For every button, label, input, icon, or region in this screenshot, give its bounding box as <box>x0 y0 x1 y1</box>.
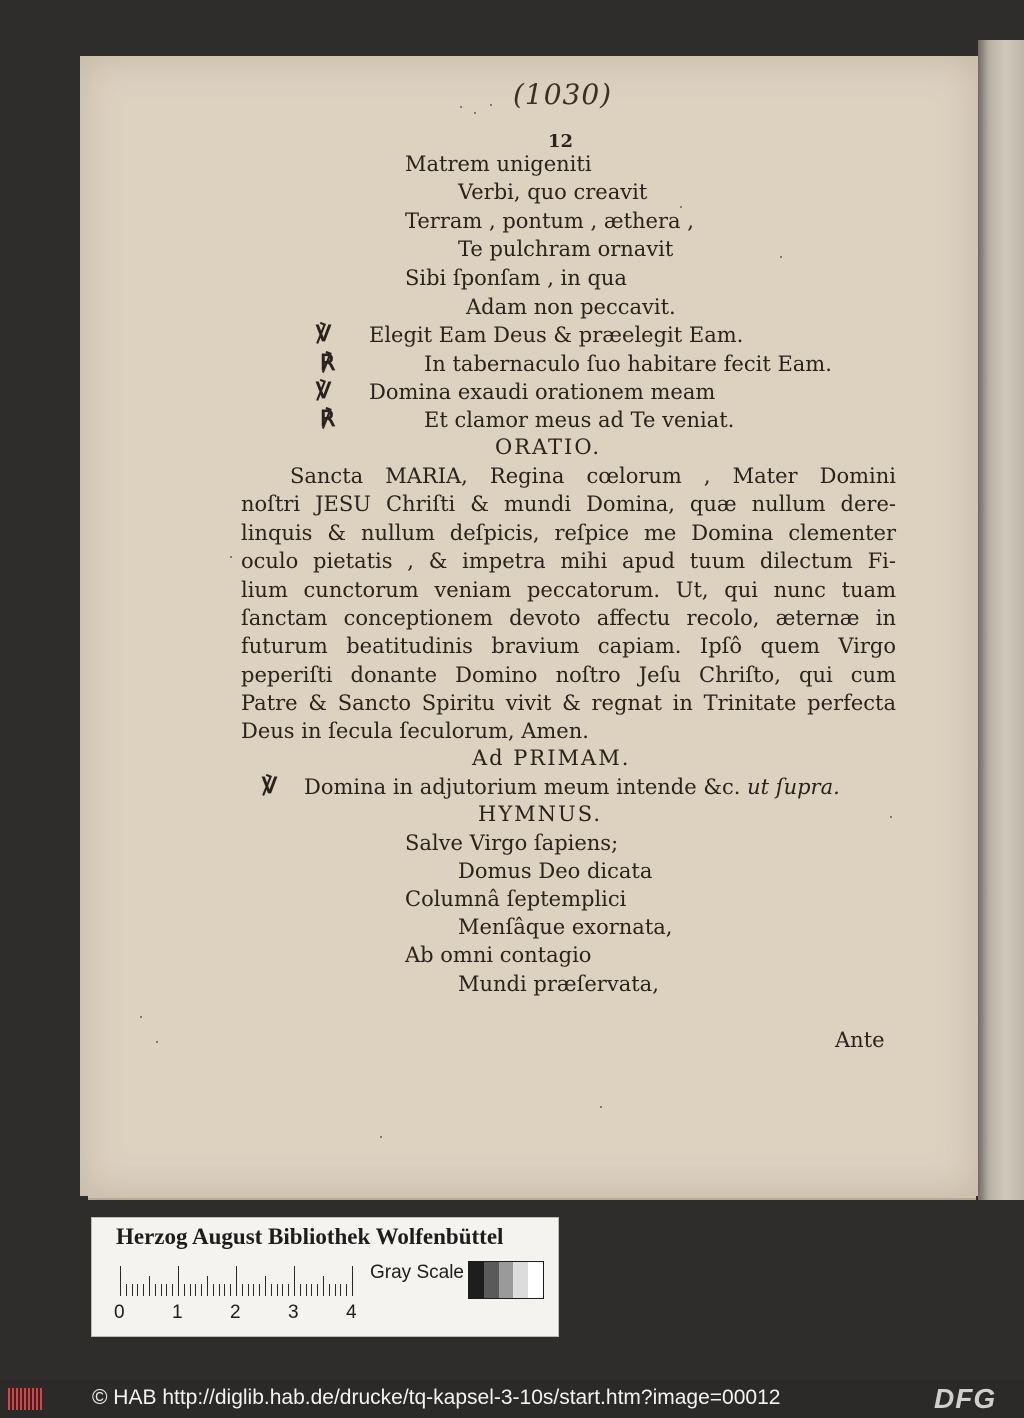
hymn1-line: Terram , pontum , æthera , <box>405 209 694 233</box>
gray-swatch <box>513 1262 528 1298</box>
catchword: Ante <box>835 1028 885 1052</box>
gray-scale-strip <box>468 1261 544 1299</box>
hymn2-line: Mundi præſervata, <box>458 972 659 996</box>
ruler-number: 3 <box>288 1302 299 1323</box>
ruler-tick <box>155 1284 156 1296</box>
response-text: In tabernaculo ſuo habitare fecit Eam. <box>424 352 832 376</box>
ruler-tick <box>242 1284 243 1296</box>
ruler-tick <box>323 1276 324 1296</box>
ruler-tick <box>306 1284 307 1296</box>
ruler-tick <box>346 1284 347 1296</box>
response-symbol: ℟ <box>320 350 336 376</box>
versicle-symbol: ℣ <box>316 321 332 347</box>
ad-primam-heading: Ad PRIMAM. <box>472 746 631 770</box>
oratio-line: Patre & Sancto Spiritu vivit & regnat in Trinitate perfecta <box>241 691 896 715</box>
gray-swatch <box>484 1262 499 1298</box>
versicle-symbol: ℣ <box>262 773 278 799</box>
handwritten-catalog-note: (1030) <box>513 78 613 111</box>
hymn1-line: Matrem unigeniti <box>405 152 592 176</box>
barcode-bar <box>36 1388 38 1410</box>
barcode-bar <box>8 1388 10 1410</box>
ruler-tick <box>178 1266 179 1296</box>
barcode-bar <box>32 1388 34 1410</box>
ruler-tick <box>352 1266 353 1296</box>
ruler-tick <box>219 1284 220 1296</box>
gray-swatch <box>499 1262 514 1298</box>
versicle-primam-text: Domina in adjutorium meum intende &c. <box>304 775 741 799</box>
ruler-tick <box>236 1266 237 1296</box>
barcode-logo-icon <box>8 1388 48 1410</box>
ruler-number: 1 <box>172 1302 183 1323</box>
barcode-bar <box>16 1388 18 1410</box>
barcode-bar <box>12 1388 14 1410</box>
ruler-tick <box>271 1284 272 1296</box>
ruler-number: 0 <box>114 1302 125 1323</box>
ruler-tick <box>190 1284 191 1296</box>
oratio-line: linquis & nullum deſpicis, reſpice me Domina clementer <box>241 521 896 545</box>
ruler-tick <box>201 1284 202 1296</box>
hymn1-line: Te pulchram ornavit <box>458 237 674 261</box>
color-calibration-card <box>92 1218 558 1336</box>
versicle-text: Elegit Eam Deus & præelegit Eam. <box>369 323 744 347</box>
ruler-number: 2 <box>230 1302 241 1323</box>
ruler-tick <box>329 1284 330 1296</box>
ruler-tick <box>207 1276 208 1296</box>
ruler-tick <box>224 1284 225 1296</box>
versicle-text: Domina exaudi orationem meam <box>369 380 716 404</box>
ruler-tick <box>132 1284 133 1296</box>
ruler-tick <box>126 1284 127 1296</box>
hymn2-line: Domus Deo dicata <box>458 859 653 883</box>
barcode-bar <box>40 1388 42 1410</box>
gray-swatch <box>469 1262 484 1298</box>
ruler-tick <box>259 1284 260 1296</box>
ruler-tick <box>166 1284 167 1296</box>
gray-scale-label: Gray Scale <box>370 1262 464 1283</box>
oratio-line: oculo pietatis , & impetra mihi apud tuum dilectum Fi- <box>241 549 896 573</box>
ruler-number: 4 <box>346 1302 357 1323</box>
gray-swatch <box>528 1262 543 1298</box>
ruler-tick <box>143 1284 144 1296</box>
hymn1-line: Sibi ſponſam , in qua <box>405 266 627 290</box>
ruler-tick <box>265 1276 266 1296</box>
oratio-line: ſanctam conceptionem devoto affectu recolo, æternæ in <box>241 606 896 630</box>
ruler-tick <box>311 1284 312 1296</box>
library-name: Herzog August Bibliothek Wolfenbüttel <box>116 1224 504 1249</box>
hymn1-line: Verbi, quo creavit <box>458 180 648 204</box>
page-number: 12 <box>548 131 574 152</box>
dfg-logo: DFG <box>934 1383 997 1414</box>
ruler-tick <box>172 1284 173 1296</box>
ruler <box>120 1264 358 1296</box>
versicle-primam <box>304 773 840 801</box>
ruler-tick <box>253 1284 254 1296</box>
ruler-tick <box>277 1284 278 1296</box>
versicle-symbol: ℣ <box>316 378 332 404</box>
hymn2-line: Menſâque exornata, <box>458 915 673 939</box>
ruler-tick <box>340 1284 341 1296</box>
hymnus-heading: HYMNUS. <box>478 802 603 826</box>
ruler-tick <box>120 1266 121 1296</box>
barcode-bar <box>20 1388 22 1410</box>
ruler-tick <box>213 1284 214 1296</box>
ruler-tick <box>137 1284 138 1296</box>
versicle-primam-italic: ut ſupra. <box>747 775 840 799</box>
ruler-tick <box>184 1284 185 1296</box>
ruler-tick <box>288 1284 289 1296</box>
barcode-bar <box>24 1388 26 1410</box>
oratio-line: futurum beatitudinis bravium capiam. Ipſô quem Virgo <box>241 634 896 658</box>
ruler-tick <box>335 1284 336 1296</box>
oratio-line: peperiſti donante Domino noſtro Jeſu Chriſto, qui cum <box>241 663 896 687</box>
ruler-tick <box>149 1276 150 1296</box>
hymn2-line: Columnâ ſeptemplici <box>405 887 627 911</box>
oratio-line: noſtri JESU Chriſti & mundi Domina, quæ nullum dere- <box>241 492 896 516</box>
footer-copyright-link[interactable]: © HAB http://diglib.hab.de/drucke/tq-kapsel-3-10s/start.htm?image=00012 <box>92 1386 781 1409</box>
ruler-tick <box>300 1284 301 1296</box>
hymn1-line: Adam non peccavit. <box>466 295 676 319</box>
ruler-tick <box>161 1284 162 1296</box>
ruler-tick <box>195 1284 196 1296</box>
ruler-tick <box>317 1284 318 1296</box>
adjacent-page-edge <box>978 40 1024 1200</box>
ruler-tick <box>230 1284 231 1296</box>
hymn2-line: Ab omni contagio <box>405 943 592 967</box>
response-symbol: ℟ <box>320 406 336 432</box>
oratio-line: lium cunctorum veniam peccatorum. Ut, qui nunc tuam <box>241 578 896 602</box>
oratio-line: Sancta MARIA, Regina cœlorum , Mater Domini <box>290 464 896 488</box>
oratio-last-line: Deus in ſecula ſeculorum, Amen. <box>241 719 589 743</box>
hymn2-line: Salve Virgo ſapiens; <box>405 831 619 855</box>
footer-bar <box>0 1380 1024 1418</box>
response-text: Et clamor meus ad Te veniat. <box>424 408 735 432</box>
oratio-heading: ORATIO. <box>495 435 602 459</box>
ruler-tick <box>282 1284 283 1296</box>
ruler-tick <box>248 1284 249 1296</box>
barcode-bar <box>28 1388 30 1410</box>
ruler-tick <box>294 1266 295 1296</box>
